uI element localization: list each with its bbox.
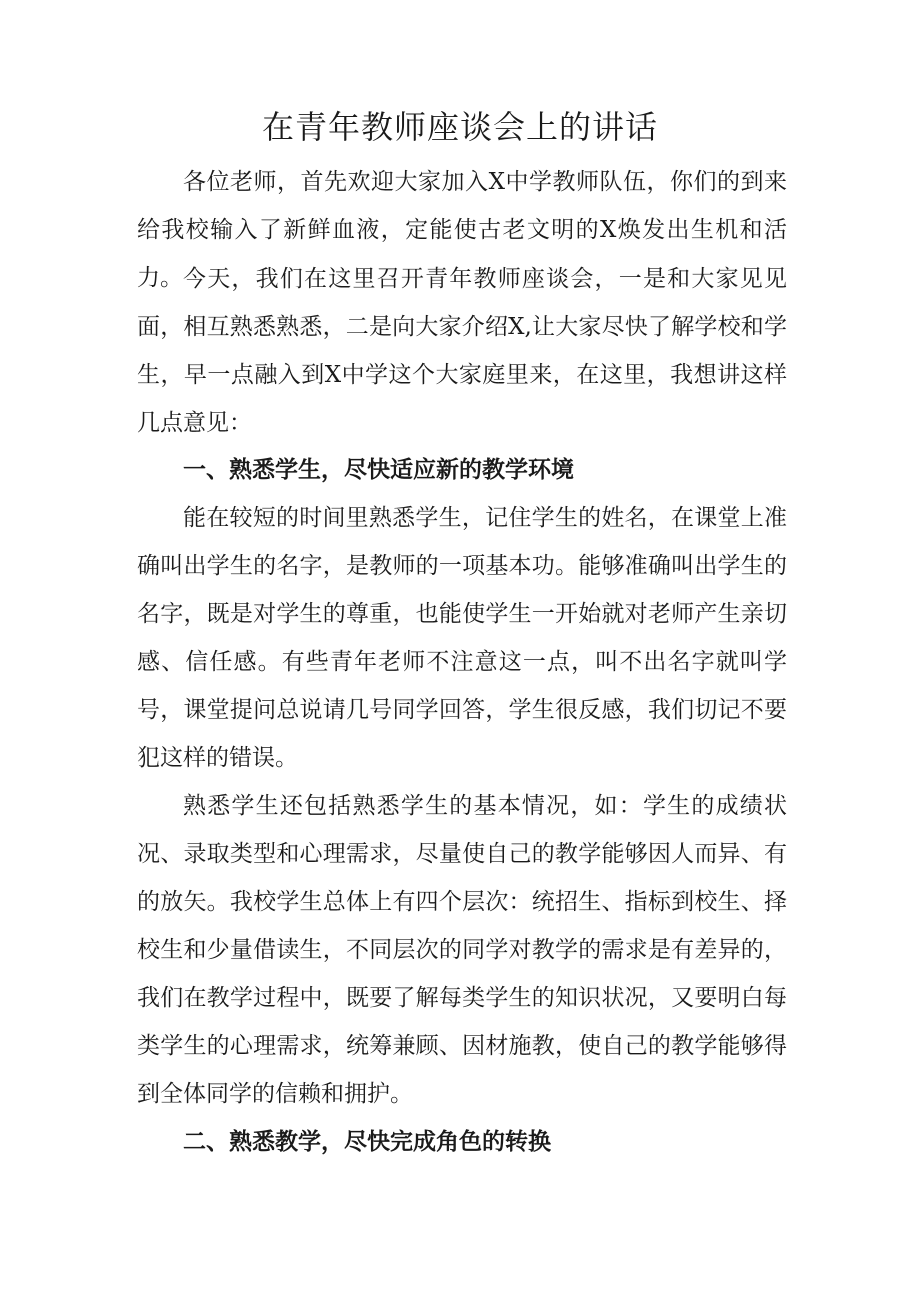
intro-paragraph-2: 今天，我们在这里召开青年教师座谈会，一是和大家见见面，相互熟悉熟悉，二是向大家介绍X,让大家尽快了解学校和学生，早一点融入到X中学这个大家庭里来，在这里，我想讲这样几点意见： xyxy=(137,266,787,436)
section-1-heading: 一、熟悉学生，尽快适应新的教学环境 xyxy=(183,457,574,483)
intro-paragraph-1: 各位老师，首先欢迎大家加入X中学教师队伍，你们的到来给我校输入了新鲜血液，定能使古老文明的X焕发出生机和活力。 xyxy=(137,169,787,291)
section-2-heading: 二、熟悉教学，尽快完成角色的转换 xyxy=(183,1129,551,1155)
section-1-paragraph-1: 能在较短的时间里熟悉学生，记住学生的姓名，在课堂上准确叫出学生的名字，是教师的一项基本功。能够准确叫出学生的名字，既是对学生的尊重，也能使学生一开始就对老师产生亲切感、信任感。有些青年老师不注意这一点，叫不出名字就叫学号，课堂提问总说请几号同学回答，学生很反感，我们切记不要犯这样的错误。 xyxy=(137,505,787,771)
section-1-paragraph-2: 熟悉学生还包括熟悉学生的基本情况，如：学生的成绩状况、录取类型和心理需求，尽量使自己的教学能够因人而异、有的放矢。我校学生总体上有四个层次：统招生、指标到校生、择校生和少量借读生，不同层次的同学对教学的需求是有差异的，我们在教学过程中，既要了解每类学生的知识状况，又要明白每类学生的心理需求，统筹兼顾、因材施教，使自己的教学能够得到全体同学的信赖和拥护。 xyxy=(137,793,787,1107)
document-title: 在青年教师座谈会上的讲话 xyxy=(261,108,658,146)
